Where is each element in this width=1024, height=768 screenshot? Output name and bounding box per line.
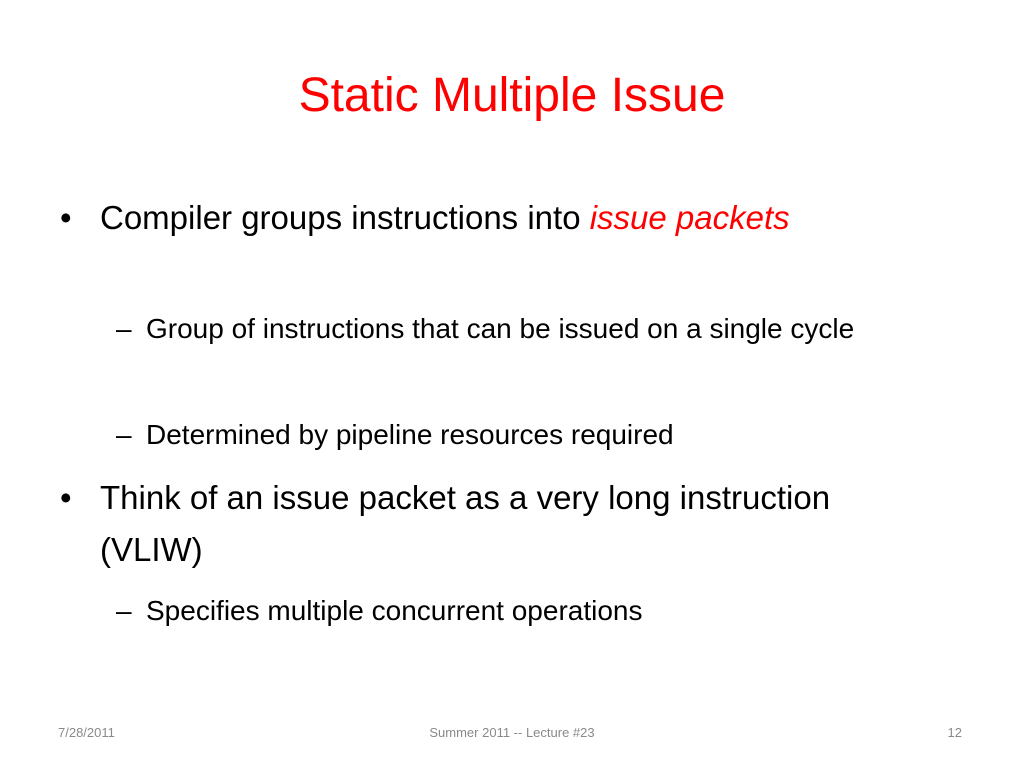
sub-bullet-item — [116, 412, 876, 458]
bullet-text: Think of an issue packet as a very long instruction (VLIW) — [100, 479, 831, 568]
bullet-item — [60, 192, 840, 244]
bullet-highlight: issue packets — [589, 199, 790, 236]
dash-icon: – — [116, 595, 132, 626]
bullet-icon: • — [60, 199, 72, 236]
footer-page-number: 12 — [947, 725, 962, 740]
sub-bullet-text: Determined by pipeline resources required — [146, 419, 674, 450]
sub-bullet-item — [116, 588, 876, 634]
dash-icon: – — [116, 313, 132, 344]
footer-date: 7/28/2011 — [58, 725, 115, 740]
sub-bullet-text: Specifies multiple concurrent operations — [146, 595, 643, 626]
sub-bullet-item — [116, 306, 876, 352]
sub-bullet-text: Group of instructions that can be issued on a single cycle — [146, 313, 855, 344]
bullet-icon: • — [60, 479, 72, 516]
footer-lecture: Summer 2011 -- Lecture #23 — [429, 725, 595, 740]
bullet-text: Compiler groups instructions into — [100, 199, 590, 236]
slide-title: Static Multiple Issue — [298, 69, 726, 122]
dash-icon: – — [116, 419, 132, 450]
bullet-item — [60, 472, 840, 576]
